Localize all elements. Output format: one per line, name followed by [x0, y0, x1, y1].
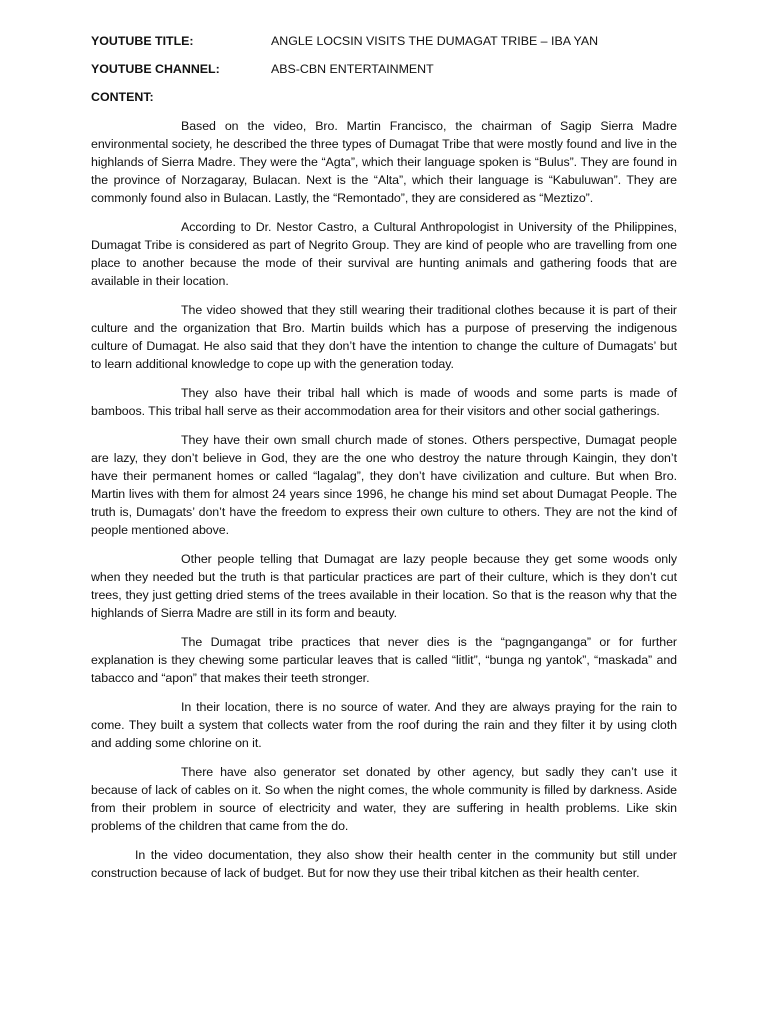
- youtube-title-value: ANGLE LOCSIN VISITS THE DUMAGAT TRIBE – IBA YAN: [271, 34, 599, 48]
- paragraph-6: Other people telling that Dumagat are lazy people because they get some woods only when they needed but the truth is that particular practices are part of their culture, which is they don’t cut trees, they just getting dried stems of the trees available in their location. So that is the reason why that the highlands of Sierra Madre are still in its form and beauty.: [91, 552, 677, 620]
- paragraph-4: They also have their tribal hall which is made of woods and some parts is made of bamboos. This tribal hall serve as their accommodation area for their visitors and other social gatherings.: [91, 386, 677, 418]
- youtube-channel-label: YOUTUBE CHANNEL:: [91, 62, 220, 76]
- paragraph-3: The video showed that they still wearing their traditional clothes because it is part of their culture and the organization that Bro. Martin builds which has a purpose of preserving the indigenous culture of Dumagat. He also said that they don’t have the intention to change the culture of Dumagats’ but to learn additional knowledge to cope up with the generation today.: [91, 303, 677, 371]
- youtube-channel-row: [91, 60, 677, 78]
- paragraph-9: There have also generator set donated by other agency, but sadly they can’t use it because of lack of cables on it. So when the night comes, the whole community is filled by darkness. Aside from their problem in source of electricity and water, they are suffering in health problems. Like skin problems of the children that came from the do.: [91, 765, 677, 833]
- paragraph-2: According to Dr. Nestor Castro, a Cultural Anthropologist in University of the Philippines, Dumagat Tribe is considered as part of Negrito Group. They are kind of people who are travelling from one place to another because the mode of their survival are hunting animals and gathering foods that are available in their location.: [91, 220, 677, 288]
- paragraph-10: In the video documentation, they also show their health center in the community but still under construction because of lack of budget. But for now they use their tribal kitchen as their health center.: [91, 848, 677, 880]
- youtube-channel-value: ABS-CBN ENTERTAINMENT: [271, 62, 434, 76]
- paragraph-7: The Dumagat tribe practices that never dies is the “pagnganganga” or for further explanation is they chewing some particular leaves that is called “litlit”, “bunga ng yantok”, “maskada” and tabacco and “apon” that makes their teeth stronger.: [91, 635, 677, 685]
- paragraph-5: They have their own small church made of stones. Others perspective, Dumagat people are lazy, they don’t believe in God, they are the one who destroy the nature through Kaingin, they don’t have their permanent homes or called “lagalag”, they don’t have civilization and culture. But when Bro. Martin lives with them for almost 24 years since 1996, he change his mind set about Dumagat People. The truth is, Dumagats’ don’t have the freedom to express their own culture to others. They are not the kind of people mentioned above.: [91, 433, 677, 537]
- youtube-title-label: YOUTUBE TITLE:: [91, 34, 194, 48]
- paragraph-8: In their location, there is no source of water. And they are always praying for the rain to come. They built a system that collects water from the roof during the rain and they filter it by using cloth and adding some chlorine on it.: [91, 700, 677, 750]
- paragraph-1: Based on the video, Bro. Martin Francisco, the chairman of Sagip Sierra Madre environmental society, he described the three types of Dumagat Tribe that were mostly found and live in the highlands of Sierra Madre. They were the “Agta”, which their language spoken is “Bulus”. They are found in the province of Norzagaray, Bulacan. Next is the “Alta”, which their language is “Kabuluwan”. They are commonly found also in Bulacan. Lastly, the “Remontado”, they are considered as “Meztizo”.: [91, 119, 677, 205]
- content-heading: CONTENT:: [91, 90, 154, 104]
- youtube-title-row: [91, 32, 677, 50]
